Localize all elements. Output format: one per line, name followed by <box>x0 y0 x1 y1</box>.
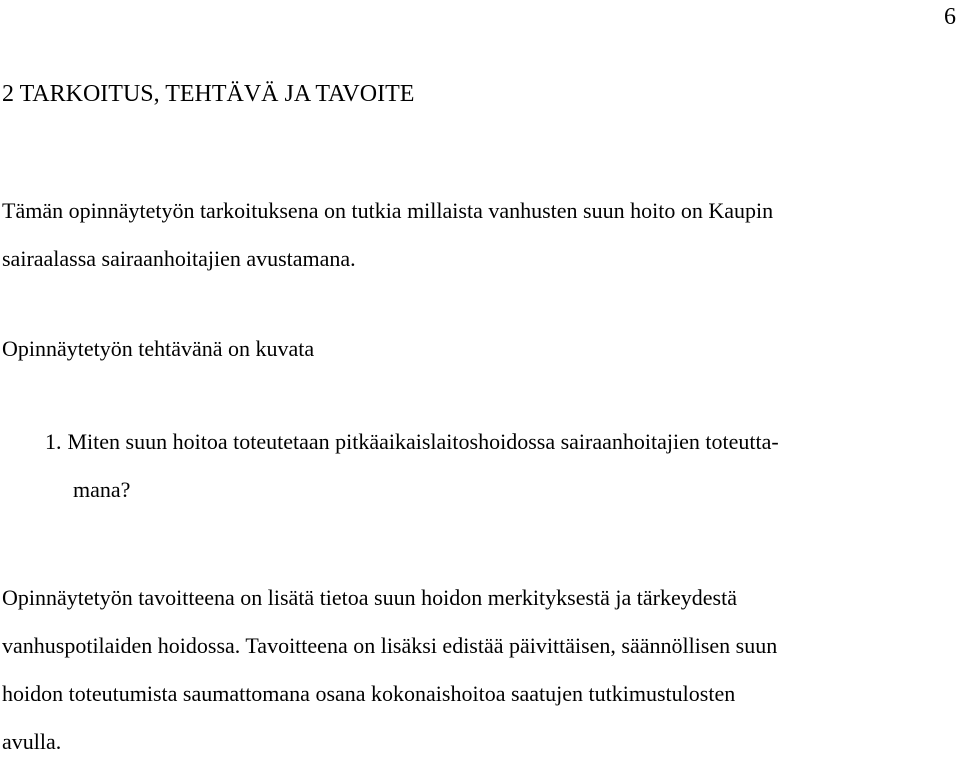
goal-line-4: avulla. <box>2 729 62 754</box>
list-item-line-1 <box>45 429 779 454</box>
section-heading: 2 TARKOITUS, TEHTÄVÄ JA TAVOITE <box>2 81 415 107</box>
task-intro: Opinnäytetyön tehtävänä on kuvata <box>2 336 315 361</box>
list-item-text: Miten suun hoitoa toteutetaan pitkäaikaislaitoshoidossa sairaanhoitajien toteutta- <box>67 429 779 454</box>
list-item-continuation: mana? <box>73 477 131 502</box>
purpose-paragraph <box>2 187 773 283</box>
purpose-line-2: sairaalassa sairaanhoitajien avustamana. <box>2 246 356 271</box>
task-paragraph <box>2 325 314 373</box>
goal-paragraph <box>2 574 777 766</box>
goal-line-1: Opinnäytetyön tavoitteena on lisätä tietoa suun hoidon merkityksestä ja tärkeydestä <box>2 585 737 610</box>
goal-line-3: hoidon toteutumista saumattomana osana kokonaishoitoa saatujen tutkimustulosten <box>2 681 736 706</box>
list-item-number: 1. <box>45 429 62 454</box>
page-number: 6 <box>944 4 956 30</box>
purpose-line-1: Tämän opinnäytetyön tarkoituksena on tutkia millaista vanhusten suun hoito on Kaupin <box>2 198 774 223</box>
task-list-item <box>45 418 779 514</box>
goal-line-2: vanhuspotilaiden hoidossa. Tavoitteena on lisäksi edistää päivittäisen, säännöllisen suun <box>2 633 778 658</box>
